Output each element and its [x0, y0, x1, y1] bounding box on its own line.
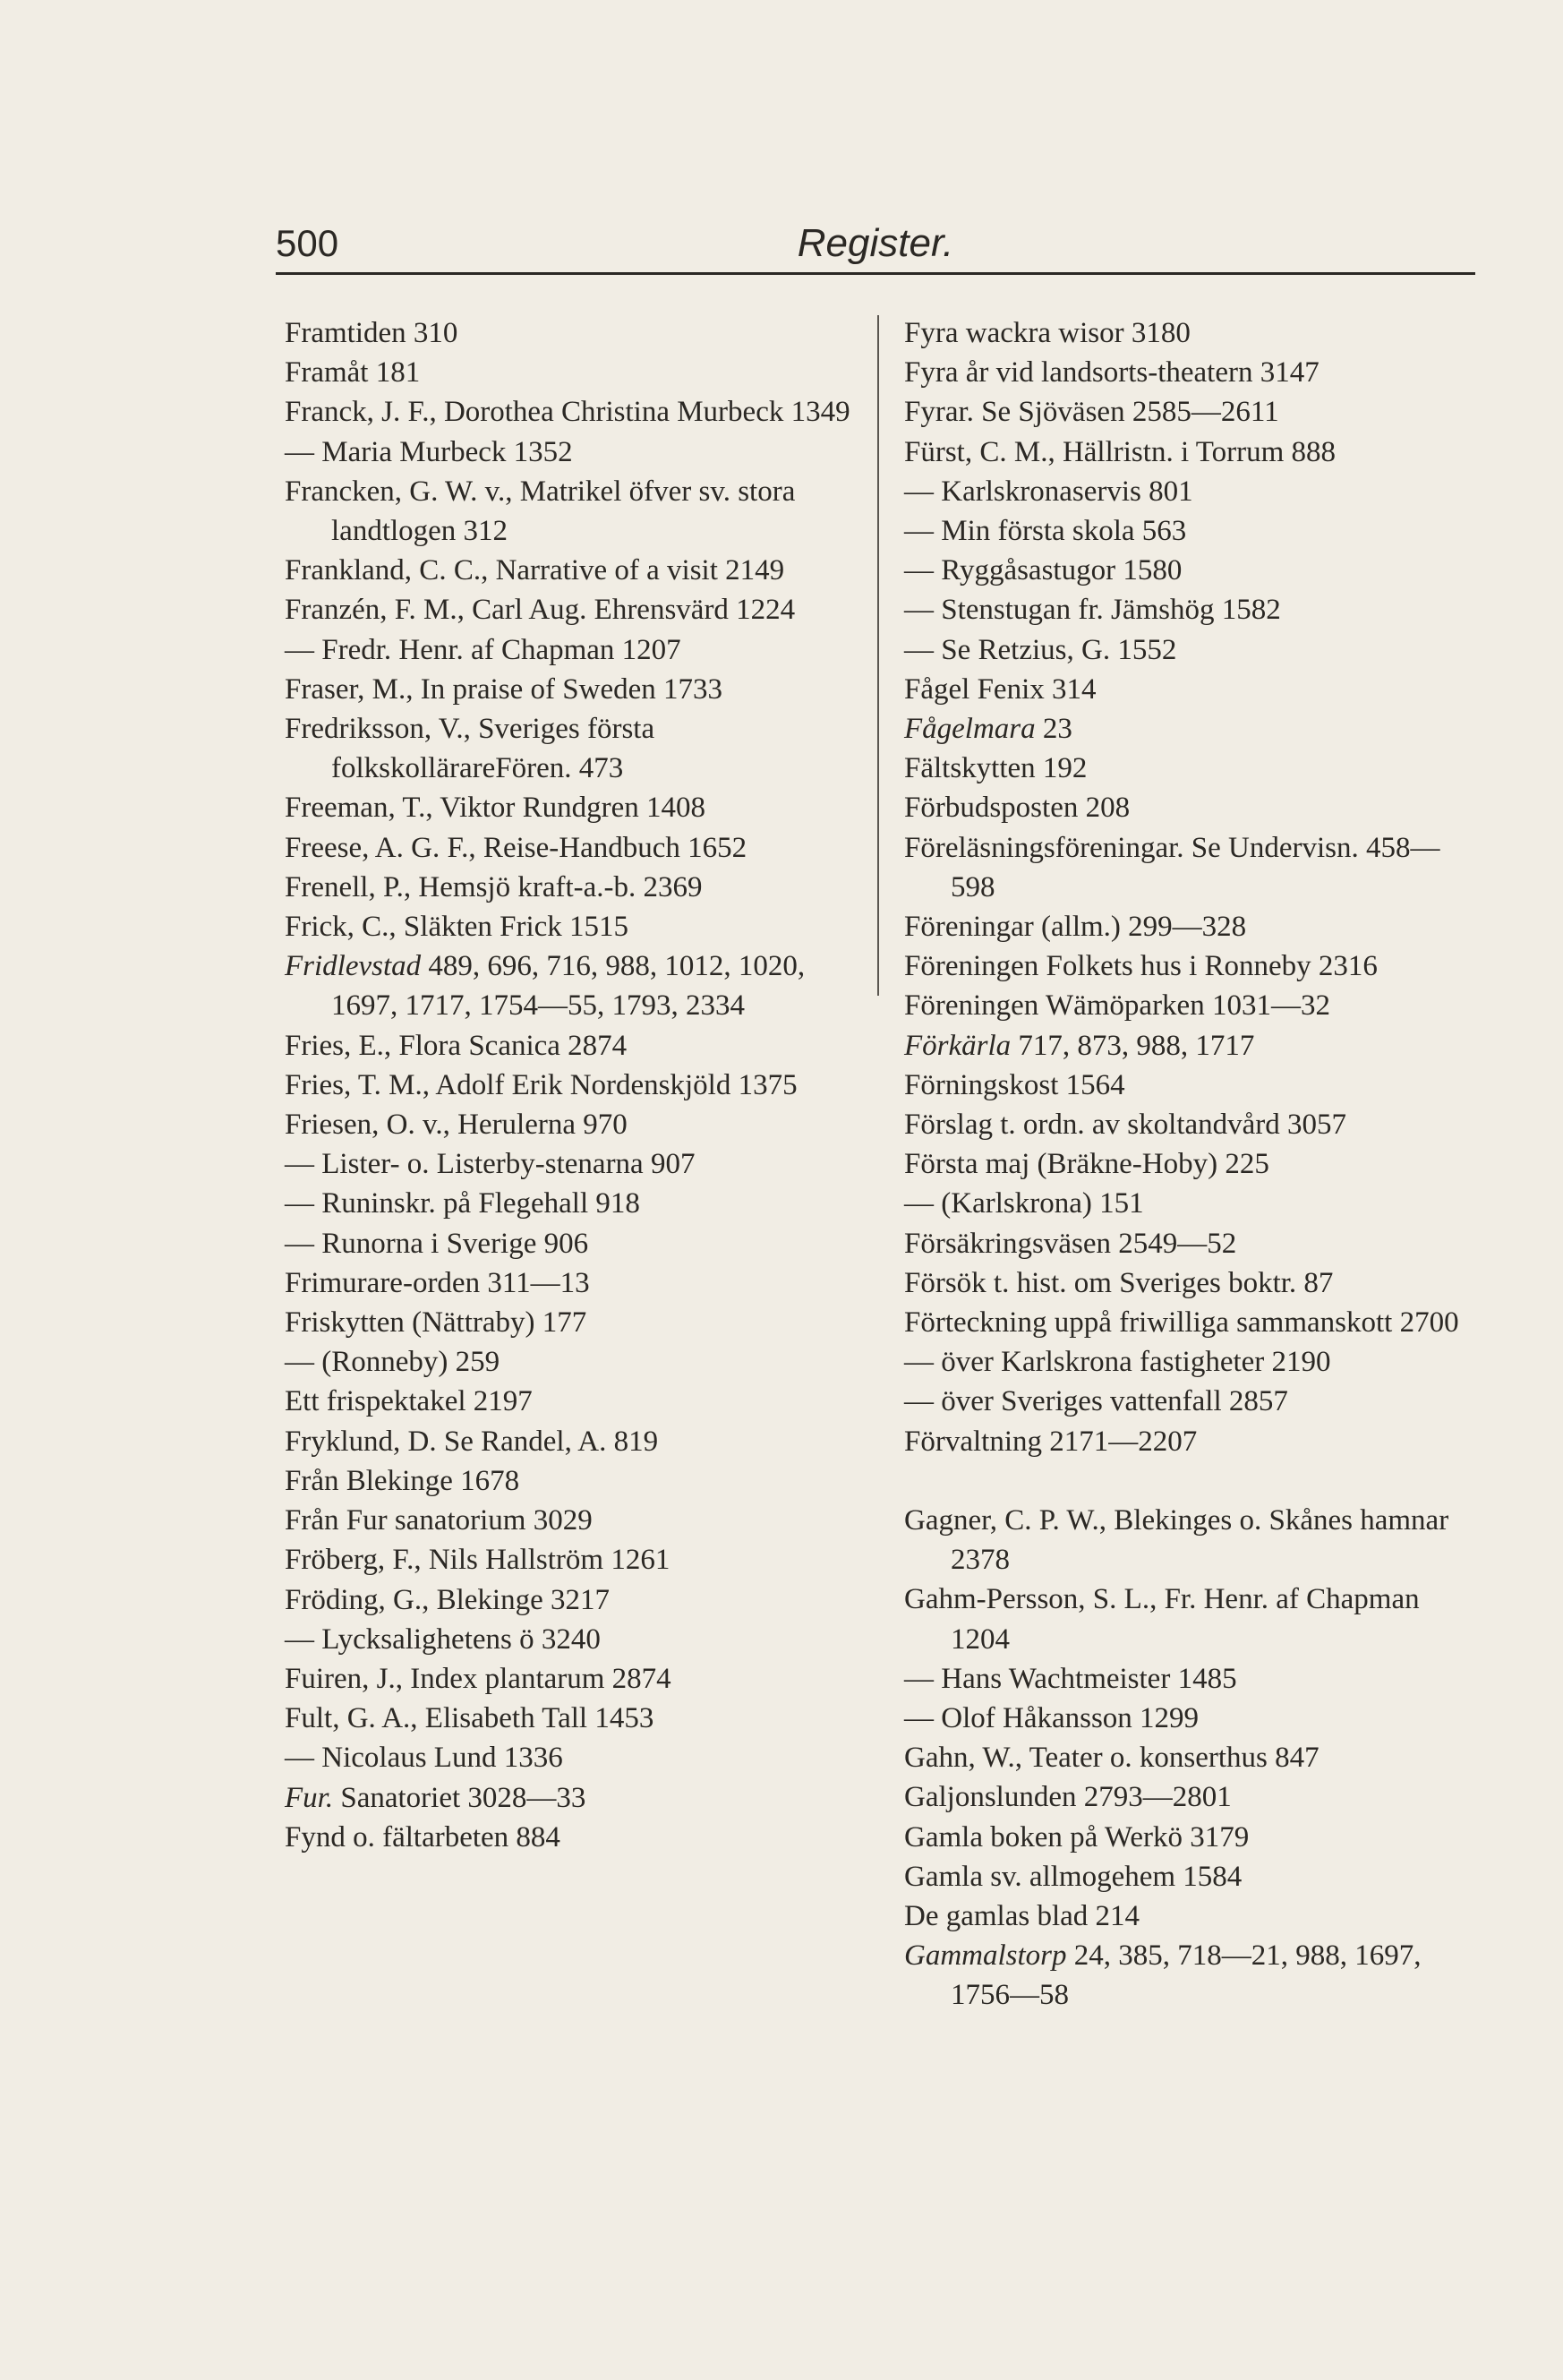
- index-entry: [904, 907, 1477, 946]
- index-entry: [904, 986, 1477, 1025]
- index-entry: [285, 472, 875, 551]
- index-entry: [285, 313, 875, 353]
- entry-text: Fynd o. fältarbeten 884: [285, 1820, 560, 1853]
- index-entry: [285, 1540, 875, 1580]
- entry-text: — Maria Murbeck 1352: [285, 435, 573, 468]
- entry-text: — Fredr. Henr. af Chapman 1207: [285, 633, 681, 666]
- index-entry: [285, 392, 875, 432]
- entry-text: De gamlas blad 214: [904, 1899, 1140, 1932]
- index-entry: [285, 1738, 875, 1777]
- page-title: Register.: [797, 221, 954, 265]
- index-entry: [904, 1263, 1477, 1303]
- entry-text: Gagner, C. P. W., Blekinges o. Skånes hamnar 2378: [904, 1503, 1449, 1577]
- entry-text: Fries, T. M., Adolf Erik Nordenskjöld 1375: [285, 1068, 798, 1101]
- index-entry: [904, 709, 1477, 749]
- index-entry: [285, 1501, 875, 1540]
- index-entry: [904, 392, 1477, 432]
- entry-text: Fult, G. A., Elisabeth Tall 1453: [285, 1702, 654, 1735]
- right-index-column: [904, 313, 1477, 2016]
- entry-text: — Ryggåsastugor 1580: [904, 554, 1183, 587]
- entry-text: Förbudsposten 208: [904, 792, 1131, 825]
- index-entry: [904, 1501, 1477, 1580]
- place-name: Gammalstorp: [904, 1939, 1067, 1973]
- index-entry: [904, 1224, 1477, 1263]
- entry-text: Förslag t. ordn. av skoltandvård 3057: [904, 1109, 1347, 1142]
- entry-text: — över Karlskrona fastigheter 2190: [904, 1346, 1331, 1379]
- index-entry: [904, 1026, 1477, 1066]
- index-entry: [904, 313, 1477, 353]
- index-entry: [285, 828, 875, 868]
- entry-text: Friesen, O. v., Herulerna 970: [285, 1109, 628, 1142]
- index-entry: [285, 1105, 875, 1144]
- index-entry: [285, 1066, 875, 1105]
- index-entry: [904, 472, 1477, 511]
- index-entry: [285, 1620, 875, 1659]
- entry-text: Framåt 181: [285, 356, 421, 390]
- entry-text: Från Blekinge 1678: [285, 1464, 520, 1497]
- index-entry: [904, 670, 1477, 709]
- entry-text: Gahn, W., Teater o. konserthus 847: [904, 1742, 1320, 1775]
- entry-text: Fuiren, J., Index plantarum 2874: [285, 1662, 671, 1695]
- entry-text: Föreläsningsföreningar. Se Undervisn. 458—598: [904, 831, 1440, 903]
- entry-text: Sanatoriet 3028—33: [333, 1781, 586, 1814]
- entry-text: Fyra wackra wisor 3180: [904, 317, 1191, 349]
- index-entry: [904, 590, 1477, 629]
- entry-text: Fredriksson, V., Sveriges första folkskollärareFören. 473: [285, 713, 655, 785]
- index-entry: [285, 353, 875, 392]
- index-entry: [285, 946, 875, 1025]
- entry-text: 489, 696, 716, 988, 1012, 1020, 1697, 1717, 1754—55, 1793, 2334: [331, 950, 806, 1023]
- entry-text: Fürst, C. M., Hällristn. i Torrum 888: [904, 435, 1337, 468]
- index-entry: [285, 1026, 875, 1066]
- index-entry: [285, 432, 875, 472]
- entry-text: Föreningar (allm.) 299—328: [904, 911, 1247, 944]
- entry-text: — (Karlskrona) 151: [904, 1187, 1144, 1220]
- entry-text: — Runorna i Sverige 906: [285, 1227, 589, 1260]
- entry-text: Fågel Fenix 314: [904, 672, 1097, 706]
- entry-text: Frenell, P., Hemsjö kraft-a.-b. 2369: [285, 870, 703, 903]
- index-entry: [904, 749, 1477, 788]
- entry-text: — Se Retzius, G. 1552: [904, 633, 1177, 666]
- entry-text: Franzén, F. M., Carl Aug. Ehrensvärd 1224: [285, 594, 796, 627]
- entry-text: 23: [1035, 713, 1072, 746]
- page-header: [276, 215, 1475, 272]
- entry-text: 717, 873, 988, 1717: [1011, 1029, 1255, 1062]
- entry-text: Ett frispektakel 2197: [285, 1385, 533, 1418]
- entry-text: Fröding, G., Blekinge 3217: [285, 1583, 610, 1616]
- index-entry: [904, 1342, 1477, 1382]
- index-entry: [904, 511, 1477, 551]
- index-entry: [904, 1303, 1477, 1342]
- index-entry: [285, 670, 875, 709]
- index-entry: [904, 1777, 1477, 1817]
- index-entry: [904, 1896, 1477, 1936]
- index-entry: [285, 1580, 875, 1620]
- entry-text: Från Fur sanatorium 3029: [285, 1504, 593, 1537]
- entry-text: — Lister- o. Listerby-stenarna 907: [285, 1148, 696, 1181]
- index-entry: [904, 1422, 1477, 1461]
- index-entry: [285, 1461, 875, 1501]
- index-entry: [285, 1184, 875, 1223]
- index-entry: [904, 788, 1477, 827]
- entry-text: Förningskost 1564: [904, 1068, 1125, 1101]
- place-name: Förkärla: [904, 1029, 1012, 1062]
- index-entry: [904, 432, 1477, 472]
- index-entry: [904, 1699, 1477, 1738]
- index-entry: [285, 1422, 875, 1461]
- entry-text: Förvaltning 2171—2207: [904, 1425, 1198, 1458]
- entry-text: Gamla sv. allmogehem 1584: [904, 1860, 1243, 1893]
- entry-text: Freeman, T., Viktor Rundgren 1408: [285, 792, 706, 825]
- index-entry: [285, 907, 875, 946]
- column-divider: [877, 315, 879, 996]
- index-entry: [285, 1263, 875, 1303]
- entry-text: — Karlskronaservis 801: [904, 475, 1193, 508]
- index-entry: [904, 630, 1477, 670]
- index-entry: [285, 1659, 875, 1699]
- index-entry: [904, 1580, 1477, 1658]
- entry-text: — Stenstugan fr. Jämshög 1582: [904, 594, 1281, 627]
- entry-text: — över Sveriges vattenfall 2857: [904, 1385, 1288, 1418]
- place-name: Fridlevstad: [285, 950, 422, 983]
- entry-text: Friskytten (Nättraby) 177: [285, 1306, 587, 1340]
- entry-text: Frimurare-orden 311—13: [285, 1266, 590, 1299]
- index-entry: [285, 1144, 875, 1184]
- index-entry: [904, 1936, 1477, 2015]
- index-entry: [285, 630, 875, 670]
- index-entry: [904, 1659, 1477, 1699]
- entry-text: Föreningen Folkets hus i Ronneby 2316: [904, 950, 1378, 983]
- index-entry: [904, 551, 1477, 590]
- index-entry: [285, 788, 875, 827]
- entry-text: Frick, C., Släkten Frick 1515: [285, 911, 629, 944]
- index-entry: [904, 1738, 1477, 1777]
- entry-text: Frankland, C. C., Narrative of a visit 2149: [285, 554, 785, 587]
- page-number: 500: [276, 222, 339, 264]
- index-entry: [285, 590, 875, 629]
- index-entry: [904, 1105, 1477, 1144]
- index-entry: [904, 1144, 1477, 1184]
- entry-text: Försök t. hist. om Sveriges boktr. 87: [904, 1266, 1334, 1299]
- index-entry: [285, 1778, 875, 1818]
- entry-text: Franck, J. F., Dorothea Christina Murbeck 1349: [285, 396, 850, 429]
- entry-text: — Min första skola 563: [904, 515, 1187, 548]
- entry-text: Fyra år vid landsorts-theatern 3147: [904, 356, 1320, 390]
- index-entry: [904, 1184, 1477, 1223]
- entry-text: — Nicolaus Lund 1336: [285, 1742, 563, 1775]
- index-entry: [285, 1699, 875, 1738]
- place-name: Fågelmara: [904, 713, 1036, 746]
- index-entry: [904, 1066, 1477, 1105]
- index-entry: [285, 1224, 875, 1263]
- entry-text: — Hans Wachtmeister 1485: [904, 1662, 1237, 1695]
- entry-text: Fries, E., Flora Scanica 2874: [285, 1029, 628, 1062]
- index-entry: [285, 551, 875, 590]
- index-entry: [904, 1382, 1477, 1421]
- header-rule: [276, 272, 1475, 275]
- index-entry: [285, 1342, 875, 1382]
- entry-text: — (Ronneby) 259: [285, 1346, 500, 1379]
- index-entry: [285, 868, 875, 907]
- entry-text: Fryklund, D. Se Randel, A. 819: [285, 1425, 659, 1458]
- entry-text: Framtiden 310: [285, 317, 458, 349]
- index-entry: [285, 1303, 875, 1342]
- entry-text: Föreningen Wämöparken 1031—32: [904, 989, 1330, 1023]
- entry-text: Första maj (Bräkne-Hoby) 225: [904, 1148, 1269, 1181]
- entry-text: 24, 385, 718—21, 988, 1697, 1756—58: [951, 1939, 1422, 2012]
- entry-text: Fröberg, F., Nils Hallström 1261: [285, 1544, 670, 1577]
- entry-text: Förteckning uppå friwilliga sammanskott 2700: [904, 1306, 1459, 1340]
- index-entry: [904, 1857, 1477, 1896]
- entry-text: Gamla boken på Werkö 3179: [904, 1820, 1250, 1853]
- entry-text: Försäkringsväsen 2549—52: [904, 1227, 1237, 1260]
- entry-text: — Lycksalighetens ö 3240: [285, 1622, 601, 1656]
- entry-text: Gahm-Persson, S. L., Fr. Henr. af Chapman 1204: [904, 1583, 1420, 1656]
- entry-text: Francken, G. W. v., Matrikel öfver sv. stora landtlogen 312: [285, 475, 796, 548]
- entry-text: Freese, A. G. F., Reise-Handbuch 1652: [285, 831, 747, 864]
- place-name: Fur.: [285, 1781, 334, 1814]
- index-entry: [285, 709, 875, 788]
- entry-text: Fältskytten 192: [904, 752, 1088, 785]
- entry-text: — Olof Håkansson 1299: [904, 1701, 1200, 1734]
- index-entry: [285, 1382, 875, 1421]
- index-entry: [285, 1818, 875, 1857]
- entry-text: — Runinskr. på Flegehall 918: [285, 1187, 640, 1220]
- left-index-column: [285, 313, 875, 1857]
- index-entry: [904, 1818, 1477, 1857]
- index-entry: [904, 828, 1477, 907]
- entry-text: Fraser, M., In praise of Sweden 1733: [285, 672, 722, 706]
- index-entry: [904, 353, 1477, 392]
- index-entry: [904, 946, 1477, 986]
- entry-text: Galjonslunden 2793—2801: [904, 1781, 1232, 1814]
- entry-text: Fyrar. Se Sjöväsen 2585—2611: [904, 396, 1279, 429]
